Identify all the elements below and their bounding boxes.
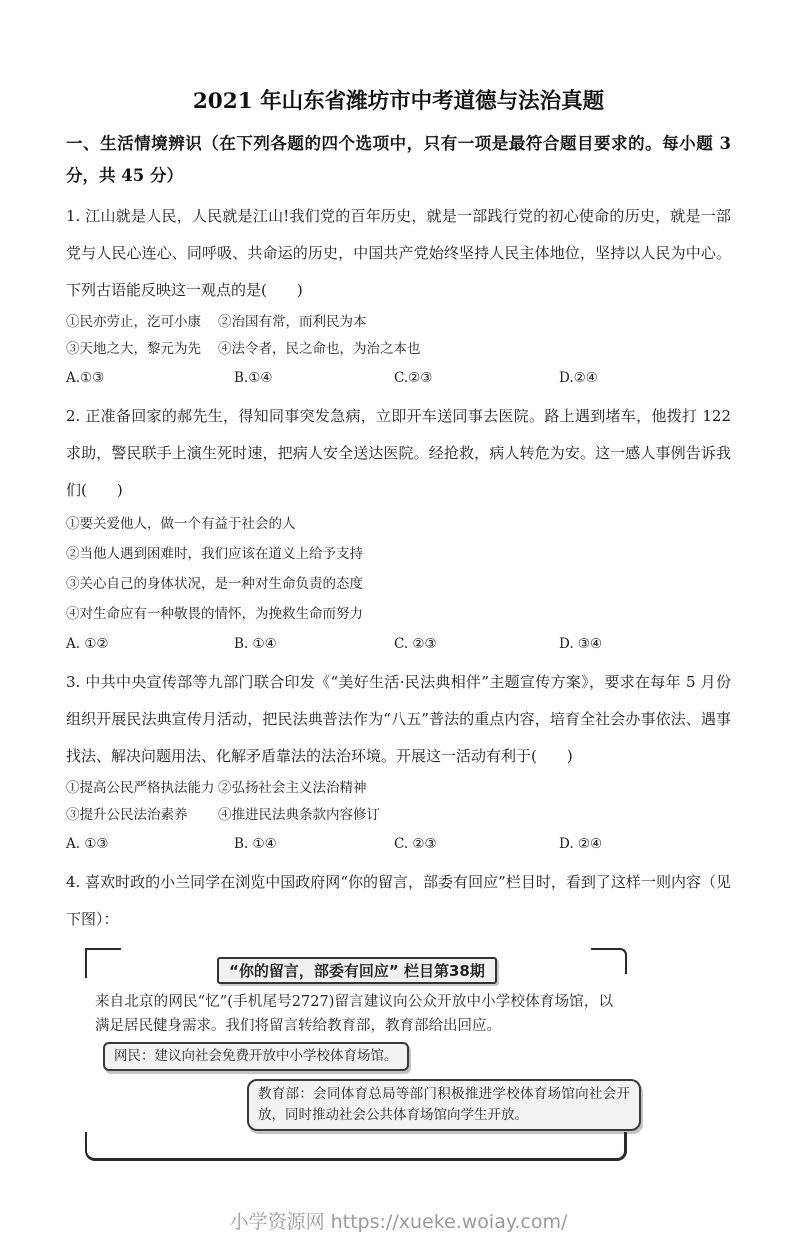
suboption: ③提升公民法治素养	[66, 807, 188, 823]
suboption: ①提高公民严格执法能力	[66, 780, 215, 796]
choice-c: C.②③	[394, 370, 433, 386]
suboption: ③天地之大，黎元为先	[66, 341, 201, 357]
figure-corner-top-left	[85, 948, 121, 978]
choice-a: A.①③	[66, 370, 105, 386]
ministry-reply-bubble: 教育部：会同体育总局等部门积极推进学校体育场馆向社会开放，同时推动社会公共体育场馆向学生开放。	[247, 1079, 641, 1131]
question-1-suboptions-row-1	[66, 309, 731, 336]
question-3-suboptions-row-2	[66, 802, 731, 829]
figure-corner-top-right	[591, 948, 627, 974]
section-heading: 一、生活情境辨识（在下列各题的四个选项中，只有一项是最符合题目要求的。每小题 3 分，共 45 分）	[66, 134, 731, 185]
suboption: ②当他人遇到困难时，我们应该在道义上给予支持	[66, 546, 363, 562]
choice-a: A. ①②	[66, 636, 109, 652]
netizen-message-bubble: 网民：建议向社会免费开放中小学校体育场馆。	[103, 1042, 409, 1071]
question-4-figure	[85, 948, 630, 1161]
question-3	[66, 664, 731, 858]
choice-c: C. ②③	[394, 636, 437, 652]
choice-d: D. ②④	[559, 836, 603, 852]
choice-b: B.①④	[234, 370, 273, 386]
question-4-stem: 4. 喜欢时政的小兰同学在浏览中国政府网“你的留言，部委有回应”栏目时，看到了这样一则内容（见下图）：	[66, 873, 731, 928]
choice-a: A. ①③	[66, 836, 109, 852]
choice-b: B. ①④	[234, 836, 277, 852]
question-3-stem: 3. 中共中央宣传部等九部门联合印发《“美好生活·民法典相伴”主题宣传方案》，要求在每年 5 月份组织开展民法典宣传月活动，把民法典普法作为“八五”普法的重点内容，培育全社会办事依法、遇事找法、解决问题用法、化解矛盾靠法的法治环境。开展这一活动有利于( )	[66, 673, 731, 765]
question-1-suboptions-row-2	[66, 336, 731, 363]
watermark-footer: 小学资源网 https://xueke.woiay.com/	[229, 1211, 568, 1233]
question-1-stem: 1. 江山就是人民，人民就是江山!我们党的百年历史，就是一部践行党的初心使命的历史，就是一部党与人民心连心、同呼吸、共命运的历史，中国共产党始终坚持人民主体地位，坚持以人民为中心。下列古语能反映这一观点的是( )	[66, 207, 731, 299]
suboption: ④法令者，民之命也，为治之本也	[218, 341, 421, 357]
suboption: ①民亦劳止，汔可小康	[66, 314, 201, 330]
suboption: ④对生命应有一种敬畏的情怀，为挽救生命而努力	[66, 606, 363, 622]
question-3-suboptions-row-1	[66, 775, 731, 802]
question-3-choices	[66, 831, 731, 858]
question-2-choices	[66, 631, 731, 658]
figure-bottom-border	[85, 1132, 627, 1161]
choice-d: D.②④	[559, 370, 598, 386]
suboption: ②治国有常，而利民为本	[218, 314, 367, 330]
question-1	[66, 198, 731, 392]
question-4	[66, 864, 731, 1161]
question-1-choices	[66, 365, 731, 392]
choice-d: D. ③④	[559, 636, 603, 652]
suboption: ④推进民法典条款内容修订	[218, 807, 380, 823]
suboption: ①要关爱他人，做一个有益于社会的人	[66, 516, 296, 532]
figure-column-header: “你的留言，部委有回应” 栏目第38期	[217, 957, 497, 984]
suboption: ③关心自己的身体状况，是一种对生命负责的态度	[66, 576, 363, 592]
suboption: ②弘扬社会主义法治精神	[218, 780, 367, 796]
question-2-stem: 2. 正准备回家的郝先生，得知同事突发急病，立即开车送同事去医院。路上遇到堵车，他拨打 122 求助，警民联手上演生死时速，把病人安全送达医院。经抢救，病人转危为安。这一感人事例告诉我们( )	[66, 407, 731, 499]
figure-intro-text: 来自北京的网民“忆”(手机尾号2727)留言建议向公众开放中小学校体育场馆，以满足居民健身需求。我们将留言转给教育部，教育部给出回应。	[95, 994, 613, 1034]
choice-b: B. ①④	[234, 636, 277, 652]
choice-c: C. ②③	[394, 836, 437, 852]
question-2	[66, 398, 731, 658]
page-title: 2021 年山东省潍坊市中考道德与法治真题	[192, 89, 605, 114]
